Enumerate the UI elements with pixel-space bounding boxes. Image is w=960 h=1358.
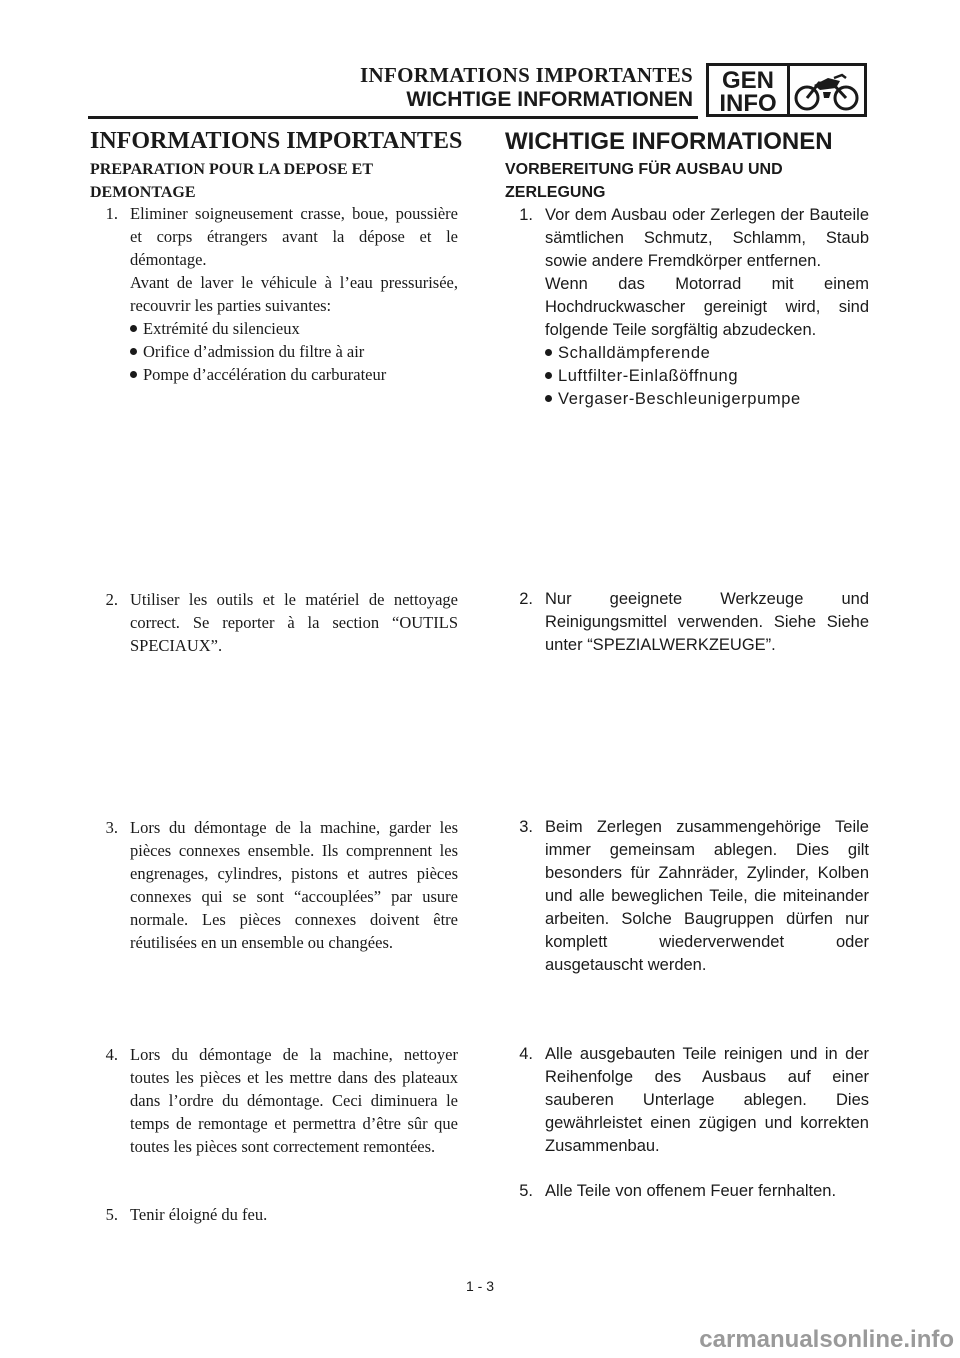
header-title-de: WICHTIGE INFORMATIONEN	[406, 88, 693, 111]
item-paragraph: Eliminer soigneusement crasse, boue, poussière et corps étrangers avant la dépose et le démontage.	[130, 204, 458, 269]
header-title-fr: INFORMATIONS IMPORTANTES	[360, 63, 693, 87]
bullet-icon	[545, 395, 552, 402]
fr-item-4	[90, 1043, 458, 1158]
item-number: 5.	[519, 1182, 533, 1200]
badge-gen: GEN	[721, 67, 774, 94]
bullet-item: Orifice d’admission du filtre à air	[130, 340, 458, 363]
item-number: 5.	[105, 1205, 118, 1224]
item-number: 3.	[105, 818, 118, 837]
de-item-3	[505, 816, 869, 977]
item-paragraph: Nur geeignete Werkzeuge und Reinigungsmittel verwenden. Siehe Siehe unter “SPEZIALWERKZEUGE”.	[545, 590, 869, 654]
fr-item-1	[90, 202, 458, 386]
bullet-item: Luftfilter-Einlaßöffnung	[545, 365, 869, 388]
section-title-de: WICHTIGE INFORMATIONEN	[505, 128, 833, 155]
de-item-2	[505, 588, 869, 657]
header-rule	[88, 116, 698, 119]
fr-item-5	[90, 1203, 458, 1226]
fr-item-2	[90, 588, 458, 657]
item-number: 2.	[105, 590, 118, 609]
item-paragraph: Alle Teile von offenem Feuer fernhalten.	[545, 1182, 837, 1200]
section-title-fr: INFORMATIONS IMPORTANTES	[90, 128, 463, 154]
bullet-icon	[545, 349, 552, 356]
subtitle-fr: PREPARATION POUR LA DEPOSE ET DEMONTAGE	[90, 161, 373, 201]
subtitle-de: VORBEREITUNG FÜR AUSBAU UND ZERLEGUNG	[505, 161, 783, 201]
de-item-5	[505, 1180, 869, 1203]
badge-info: INFO	[719, 90, 777, 117]
bullet-item: Extrémité du silencieux	[130, 317, 458, 340]
item-paragraph: Alle ausgebauten Teile reinigen und in der Reihenfolge des Ausbaus auf einer sauberen Unterlage ablegen. Dies gewährleistet einen zügigen und korrekten Zusammenbau.	[545, 1045, 869, 1155]
item-paragraph: Wenn das Motorrad mit einem Hochdruckwascher gereinigt wird, sind folgende Teile sorgfältig abzudecken.	[545, 275, 869, 339]
item-paragraph: Vor dem Ausbau oder Zerlegen der Bauteile sämtlichen Schmutz, Schlamm, Staub sowie andere Fremdkörper entfernen.	[545, 206, 869, 270]
fr-item-3	[90, 816, 458, 954]
gen-info-badge	[706, 63, 790, 117]
item-number: 4.	[519, 1045, 533, 1063]
item-paragraph: Lors du démontage de la machine, nettoyer toutes les pièces et les mettre dans des plateaux dans l’ordre du démontage. Ceci diminuera le temps de remontage et permettra d’être sûr que toutes les pièces sont correctement remontées.	[130, 1045, 458, 1156]
bullet-icon	[130, 325, 137, 332]
de-item-1	[505, 204, 869, 411]
item-paragraph: Utiliser les outils et le matériel de nettoyage correct. Se reporter à la section “OUTILS SPECIAUX”.	[130, 590, 458, 655]
bullet-icon	[130, 371, 137, 378]
item-number: 1.	[105, 204, 118, 223]
bullet-item: Schalldämpferende	[545, 342, 869, 365]
item-paragraph: Avant de laver le véhicule à l’eau pressurisée, recouvrir les parties suivantes:	[130, 273, 458, 315]
item-paragraph: Tenir éloigné du feu.	[130, 1205, 268, 1224]
motorcycle-icon	[790, 66, 864, 117]
item-paragraph: Beim Zerlegen zusammengehörige Teile immer gemeinsam ablegen. Dies gilt besonders für Zahnräder, Zylinder, Kolben und alle beweglichen Teile, die miteinander arbeiten. Solche Baugruppen dürfen nur komplett wiederverwendet oder ausgetauscht werden.	[545, 818, 869, 974]
bullet-icon	[130, 348, 137, 355]
item-number: 3.	[519, 818, 533, 836]
watermark: carmanualsonline.info	[699, 1326, 954, 1353]
bullet-icon	[545, 372, 552, 379]
item-number: 1.	[519, 206, 533, 224]
bullet-item: Vergaser-Beschleunigerpumpe	[545, 388, 869, 411]
bullet-item: Pompe d’accélération du carburateur	[130, 363, 458, 386]
motorcycle-icon-box	[790, 63, 867, 117]
item-paragraph: Lors du démontage de la machine, garder les pièces connexes ensemble. Ils comprennent les engrenages, cylindres, pistons et autres pièces connexes qui se sont “accouplées” par usure normale. Les pièces connexes doivent être réutilisées en un ensemble ou changées.	[130, 818, 458, 952]
page-number: 1 - 3	[465, 1278, 494, 1294]
item-number: 4.	[105, 1045, 118, 1064]
de-item-4	[505, 1043, 869, 1158]
item-number: 2.	[519, 590, 533, 608]
